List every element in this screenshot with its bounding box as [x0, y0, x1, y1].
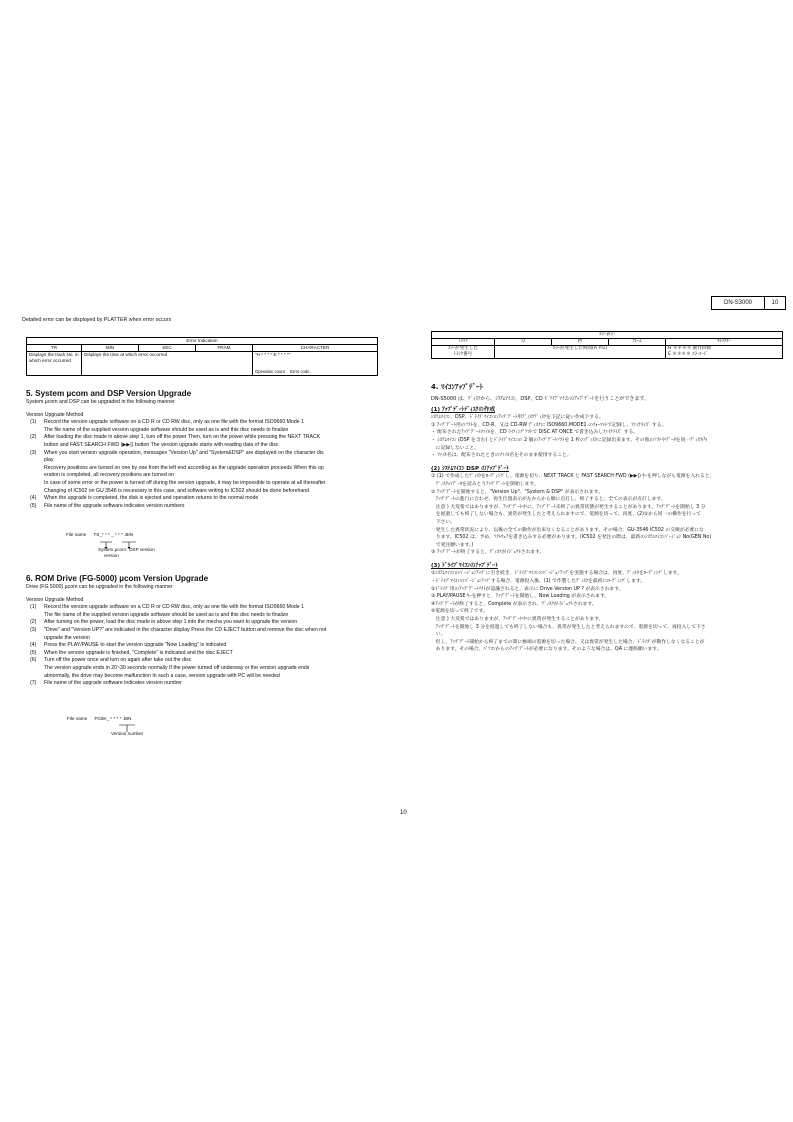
step-line: File name of the upgrade software indicates version number [44, 680, 182, 687]
jp-line: ﾃﾞｨｽｸのﾃﾞｰﾀを読みとりｱｯﾌﾟﾃﾞｰﾄを開始します。 [431, 481, 539, 487]
step-line: The file name of the supplied version upgrade software should be used as is and this disc needs to finalize [44, 426, 289, 433]
error-indication-table [26, 337, 378, 376]
table-caption: Error Indication [27, 338, 378, 345]
step-line: eration is completed, all recovery positions are turned on [44, 472, 175, 479]
jp-section-title: 4. ﾏｲｺﾝｱｯﾌﾟﾃﾞｰﾄ [431, 383, 483, 391]
jp-cell-time: ｴﾗｰが発生した時間(A ﾀｲﾑ) [495, 346, 666, 359]
step-number: (7) [30, 680, 37, 687]
col-fram: FRAM [196, 345, 253, 352]
step-item [26, 642, 376, 650]
jp-sub3-title: (3) ﾄﾞﾗｲﾌﾞﾏｲｺﾝのｱｯﾌﾟﾃﾞｰﾄ [431, 562, 498, 569]
step-number: (2) [30, 434, 37, 441]
fn1-value: TS_* * * _ * * * .BIN [93, 532, 134, 537]
error-intro: Detailed error can be displayed by PLATTER when error occurs [22, 317, 172, 323]
jp-sub1-title: (1) ｱｯﾌﾟﾃﾞｰﾄﾃﾞｨｽｸの作成 [431, 406, 496, 413]
step-line: play [44, 457, 54, 464]
jp-sub1-body [431, 414, 786, 460]
step-item [26, 657, 376, 680]
jp-cell-character-e: E ＊＊＊＊ ｴﾗｰｺｰﾄﾞ [668, 352, 709, 357]
jp-line: ・ ｼｽﾃﾑﾏｲｺﾝ (DSP を含む) とﾄﾞﾗｲﾌﾞﾏｲｺﾝの 2 個のｱｯﾌﾟﾃﾞｰﾄｿﾌﾄを 1 枚のﾃﾞｨｽｸに記録出来ます。その他のｿﾌﾄやﾃﾞｰﾀを同一ﾃﾞｨｽｸ内 [431, 437, 707, 443]
step-line: The file name of the supplied version upgrade software should be used as is and this disc needs to finalize [44, 611, 289, 618]
jp-line: で発注願います。) [431, 542, 474, 548]
section-6 [26, 574, 376, 688]
step-item [26, 503, 376, 511]
section-6-title: 6. ROM Drive (FG-5000) µcom Version Upgrade [26, 574, 209, 583]
jp-line: ① (1) で作成したﾃﾞｨｽｸをﾛｰﾃﾞｨﾝｸﾞし、電源を切り、NEXT TRACK と FAST SEARCH FWD (▶▶|) ｷｰを押しながら電源を入れると、 [431, 474, 715, 480]
character-code: "H * * * * E * * * *" [255, 352, 291, 357]
jp-col-sec: 秒 [552, 339, 609, 346]
error-code-label: Error code [289, 369, 310, 374]
step-line: Recovery positions are turned on one by one from the left end according as the upgrade operation proceeds When this op [44, 464, 324, 471]
jp-line: あります。その場合、ﾊﾟｿｺﾝからのｱｯﾌﾟﾃﾞｰﾄが必要になります。そのような場合は、QA に連絡願います。 [431, 647, 662, 653]
jp-cell-track-line1: ｴﾗｰが発生した [448, 346, 478, 351]
model-number: DN-S3000 [712, 297, 765, 309]
jp-line: 注意 ) 大変希ではありますが、ｱｯﾌﾟﾃﾞｰﾄ中に異常が発生することがあります。 [431, 617, 604, 623]
step-item [26, 419, 376, 434]
section-5-steps [26, 419, 376, 510]
filename-diagram-1 [66, 532, 155, 558]
filename-diagram-2 [67, 716, 144, 736]
step-line: When the upgrade is completed, the disk is ejected and operation returns to the normal mode [44, 495, 259, 502]
jp-line: ｱｯﾌﾟﾃﾞｰﾄを開始し 3 分を経過しても終了しない場合も、異常が発生したと考えられますので、電源を切って、再投入して下さ [431, 624, 706, 630]
step-line: The version upgrade ends in 20~30 seconds normally If the power turned off underway or the version upgrade ends [44, 664, 310, 671]
jp-sub2-body [431, 473, 786, 557]
step-number: (2) [30, 619, 37, 626]
step-line: When you start version upgrade operation, messages "Version Up" and "System&DSP" are displayed on the character dis [44, 449, 324, 456]
jp-sub3-body [431, 570, 786, 654]
jp-cell-character-h: H ＊＊＊＊ 動作回数 [668, 346, 712, 351]
jp-cell-track [432, 346, 495, 359]
section-5 [26, 389, 376, 510]
step-line: Press the PLAY/PAUSE to start the version upgrade "Now Loading" is indicated [44, 642, 227, 649]
cell-track: Displays the track No. in which error occurred [27, 352, 82, 376]
jp-line: ・ﾄﾞﾗｲﾌﾞﾏｲｺﾝのﾊﾞｰｼﾞｮﾝｱｯﾌﾟする場合、電源投入後、(1) で作製したﾃﾞｨｽｸを最初にﾛｰﾃﾞｨﾝｸﾞします。 [431, 579, 646, 585]
step-line: When the version upgrade is finished, "Complete" is indicated and the disc EJECT [44, 649, 233, 656]
section-4-jp [431, 382, 786, 654]
step-number: (4) [30, 642, 37, 649]
jp-line: ります。IC502 は、予め、ｿﾌﾄｳｪｱを書き込みする必要があります。(IC502 を発注の際は、最新のｼｽﾃﾑﾏｲｺﾝﾊﾞｰｼﾞｮﾝ No(GEN No) [431, 535, 712, 541]
section-6-steps [26, 604, 376, 688]
step-line: abnormally, the drive may become malfunction In such a case, version upgrade with PC will be needed [44, 672, 280, 679]
section-5-intro: System µcom and DSP can be upgraded in the following manner [26, 399, 175, 405]
jp-line: 但し、ｱｯﾌﾟﾃﾞｰﾄ開始から終了までの間に極端の電源を切った場合、又は異常が発生した場合、ﾄﾞﾗｲﾌﾞが動作しなくなることが [431, 639, 705, 645]
jp-line: に記録しないこと。 [431, 445, 479, 451]
jp-line: ①ｼｽﾃﾑﾏｲｺﾝのﾊﾞｰｼﾞｮﾝｱｯﾌﾟに引き続き、ﾄﾞﾗｲﾌﾞﾏｲｺﾝのﾊﾞｰｼﾞｮﾝｱｯﾌﾟを実施する場合は、再度、ﾃﾞｨｽｸをﾛｰﾃﾞｨﾝｸﾞします。 [431, 571, 682, 577]
step-item [26, 434, 376, 449]
jp-line: ① ｱｯﾌﾟﾃﾞｰﾄ用のｿﾌﾄを、CD-R、又は CD-RW ﾃﾞｨｽｸに ISO9660,MODE1 のﾌｫｰﾏｯﾄで記録し、ﾌｧｲﾅﾗｲｽﾞ する。 [431, 422, 667, 428]
step-number: (3) [30, 626, 37, 633]
section-5-method: Version Upgrade Method [26, 411, 84, 418]
step-line: Changing of IC502 on GU 3546 is necessary in this case, and software writing to IC502 should be done beforehand [44, 487, 310, 494]
jp-line: ｼｽﾃﾑﾏｲｺﾝ、DSP、ﾄﾞﾗｲﾌﾞﾏｲｺﾝのｱｯﾌﾟﾃﾞｰﾄ用ﾃﾞｨｽｸﾃﾞｨｽｸを下記に従い作成下する。 [431, 415, 604, 421]
step-item [26, 619, 376, 627]
step-number: (1) [30, 419, 37, 426]
step-line: Record the version upgrade software on a CD R or CD RW disc, only as one file with the format ISO9660 Mode 1 [44, 604, 304, 611]
jp-col-character: ｷｬﾗｸﾀｰ [666, 339, 783, 346]
fn2-label: File name [67, 716, 88, 721]
header-page-number: 10 [771, 300, 779, 306]
step-line: Turn off the power once and turn on again after take out the disc [44, 657, 192, 664]
step-line: In case of some error or the power is turned off during the version upgrade, it may be impossible to operate at all thereafter [44, 479, 326, 486]
jp-error-table [431, 331, 783, 359]
jp-line: 注意 ) 大変希ではありますが、ｱｯﾌﾟﾃﾞｰﾄ中に、ｱｯﾌﾟﾃﾞｰﾄ未終了の異常状態が発生することがあります。ｱｯﾌﾟﾃﾞｰﾄを開始し 3 分 [431, 504, 706, 510]
cell-time: Displays the time at which error occurred [82, 352, 253, 376]
jp-intro: DN-S5000 は、ﾃﾞｨｽｸから、ｼｽﾃﾑﾏｲｺﾝ、DSP、CD ﾄﾞﾗｲﾌﾞﾏｲｺﾝのｱｯﾌﾟﾃﾞｰﾄを行うことができます。 [431, 396, 649, 402]
jp-line: ③ PLAY/PAUSE ｷｰを押すと、ｱｯﾌﾟﾃﾞｰﾄを開始し、Now Loading が表示されます。 [431, 594, 610, 600]
jp-line: ② ｱｯﾌﾟﾃﾞｰﾄを開始すると、"Version Up"、"System & DSP" が表示されます。 [431, 489, 603, 495]
jp-line: ⑤電源を切って終了です。 [431, 609, 488, 615]
col-character: CHARACTER [253, 345, 378, 352]
step-line: button and FAST SEARCH FWD (▶▶|) button The version upgrade starts with reading data of the disc [44, 441, 279, 448]
step-number: (4) [30, 495, 37, 502]
step-line: "Drive" and "Version UP?" are indicated in the character display Press the CD EJECT button and remove the disc when not [44, 626, 327, 633]
step-line: After loading the disc made in above step 1, turn off the power Then, turn on the power while pressing the NEXT TRACK [44, 434, 321, 441]
fn2-sub: Version number [111, 731, 144, 736]
col-min: MIN [82, 345, 139, 352]
jp-line: ④ｱｯﾌﾟﾃﾞｰﾄが終了すると、Complete が表示され、ﾃﾞｨｽｸがｲｼﾞｪｸﾄされます。 [431, 601, 597, 607]
jp-cell-character [666, 346, 783, 359]
step-number: (3) [30, 449, 37, 456]
jp-line: い。 [431, 632, 446, 638]
step-item [26, 604, 376, 619]
jp-line: ｱｯﾌﾟﾃﾞｰﾄの進行に合わせ、再生位置表示が左からから順に点灯し、終了すると、全ての表示が点灯します。 [431, 497, 666, 503]
step-item [26, 450, 376, 496]
jp-col-track: ﾄﾗｯｸ [432, 339, 495, 346]
jp-line: を経過しても終了しない場合も、異常が発生したと考えられますので、電源を切って、再度、(2)①から同一の操作を行って [431, 512, 701, 518]
jp-line: ③ ｱｯﾌﾟﾃﾞｰﾄが終了すると、ﾃﾞｨｽｸがｲｼﾞｪｸﾄされます。 [431, 550, 545, 556]
fn2-value: FG5K_ * * * * .BIN [94, 716, 132, 721]
jp-line: ・ ﾌｧｲﾙ名は、配布されたときのﾌｧｲﾙ名をそのまま使用すること。 [431, 453, 572, 459]
step-line: After turning on the power, load the disc made in above step 1 into the mecha you want to upgrade the version [44, 619, 298, 626]
jp-cell-track-line2: ﾄﾗｯｸ番号 [453, 352, 473, 357]
jp-col-min: 分 [495, 339, 552, 346]
step-item [26, 680, 376, 688]
section-5-title: 5. System µcom and DSP Version Upgrade [26, 389, 192, 398]
section-6-intro: Drive (FG 5000) µcom can be upgraded in the following manner [26, 584, 173, 590]
col-tr: TR [27, 345, 82, 352]
step-item [26, 495, 376, 503]
jp-line: ・ 配布されたｱｯﾌﾟﾃﾞｰﾄﾌｧｲﾙを、CD ﾗｲﾃｨﾝｸﾞｿﾌﾄで DISC AT ONCE で書き込みしﾌｧｲﾅﾗｲｽﾞ する。 [431, 430, 639, 436]
step-number: (5) [30, 649, 37, 656]
step-number: (1) [30, 604, 37, 611]
fn1-sub-dsp: DSP version [129, 547, 155, 552]
section-6-method: Version Upgrade Method [26, 596, 84, 603]
fn1-sub-system: System µcom [98, 547, 126, 552]
step-line: upgrade the version [44, 634, 90, 641]
operation-count-label: Operation count [255, 369, 285, 374]
col-sec: SEC [139, 345, 196, 352]
fn1-sub-version: version [104, 553, 119, 558]
step-line: Record the version upgrade software on a CD R or CD RW disc, only as one file with the format ISO9660 Mode 1 [44, 419, 304, 426]
step-item [26, 650, 376, 658]
cell-character [253, 352, 378, 376]
footer-page-number: 10 [400, 810, 407, 816]
jp-line: ②ﾄﾞﾗｲﾌﾞ用のｱｯﾌﾟﾃﾞｰﾄｿﾌﾄが認識されると、表示に Drive Version UP ? が表示されます。 [431, 586, 624, 592]
step-item [26, 627, 376, 642]
jp-table-caption: ｴﾗｰ表示 [432, 332, 783, 339]
step-line: File name of the upgrade software indicates version numbers [44, 502, 185, 509]
jp-line: 下さい。 [431, 519, 455, 525]
jp-line: 発生した異常状況により、以後の全ての動作が出来なくなることがあります。その場合、GU-3546 IC502 の交換が必要にな [431, 527, 704, 533]
fn1-label: File name [66, 532, 87, 537]
step-number: (5) [30, 502, 37, 509]
step-number: (6) [30, 657, 37, 664]
jp-col-frame: ﾌﾚｰﾑ [609, 339, 666, 346]
model-page-box [711, 296, 786, 310]
jp-sub2-title: (2) ｼｽﾃﾑﾏｲｺﾝ DSP のｱｯﾌﾟﾃﾞｰﾄ [431, 465, 509, 472]
